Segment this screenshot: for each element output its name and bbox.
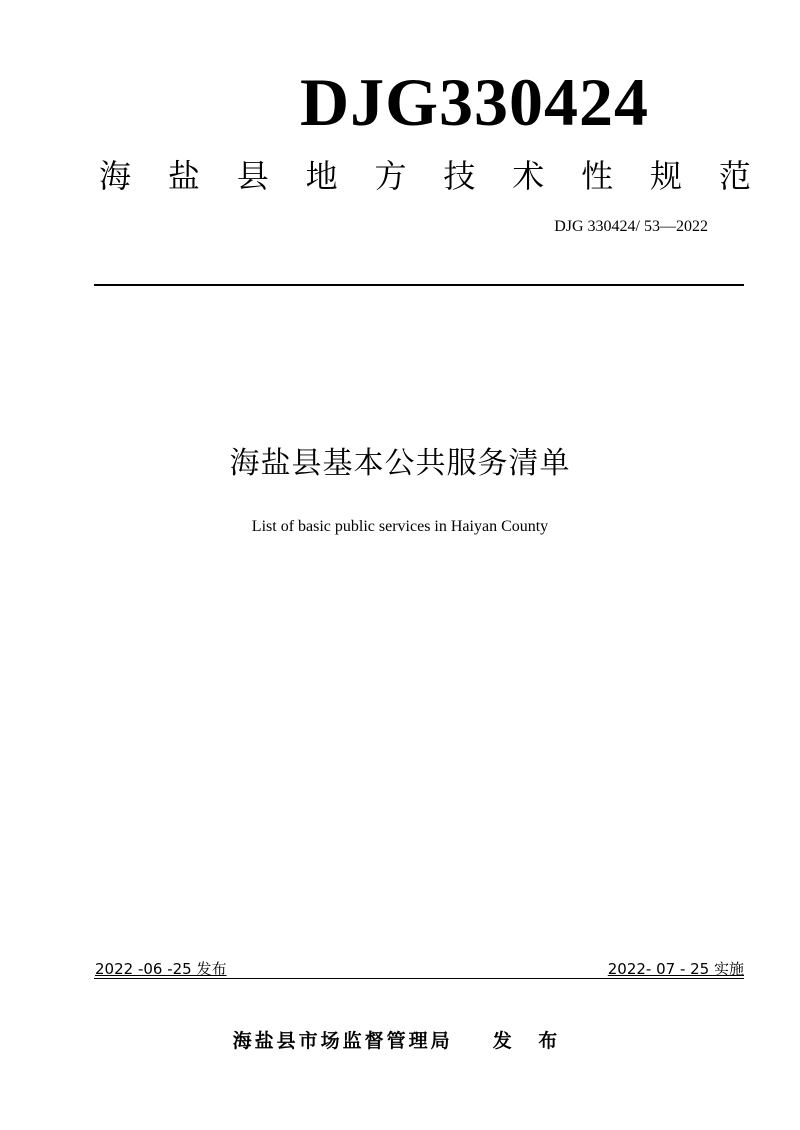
publisher-organization: 海盐县市场监督管理局: [232, 1030, 453, 1052]
spec-type-char: 方: [374, 157, 407, 195]
spec-type-char: 海: [98, 157, 131, 195]
spec-type-char: 地: [305, 157, 338, 195]
spec-type-char: 术: [512, 157, 545, 195]
publisher-line: [0, 1026, 800, 1056]
implementation-date: 2022- 07 - 25 实施: [607, 960, 744, 978]
spec-type-char: 性: [581, 157, 614, 195]
document-title-english: List of basic public services in Haiyan County: [251, 518, 549, 535]
document-number: DJG 330424/ 53—2022: [554, 218, 708, 235]
spec-type-char: 范: [718, 157, 751, 195]
standard-code: DJG330424: [300, 64, 649, 140]
document-title-chinese: 海盐县基本公共服务清单: [229, 446, 571, 481]
publish-action: 发 布: [492, 1030, 568, 1052]
spec-type-char: 技: [443, 157, 476, 195]
issue-date: 2022 -06 -25 发布: [95, 960, 227, 978]
spec-type-char: 规: [649, 157, 682, 195]
footer-divider: [94, 978, 744, 979]
spec-type-char: 盐: [167, 157, 200, 195]
spec-type-char: 县: [236, 157, 269, 195]
spec-type-heading: [95, 152, 755, 200]
header-divider: [94, 284, 744, 286]
